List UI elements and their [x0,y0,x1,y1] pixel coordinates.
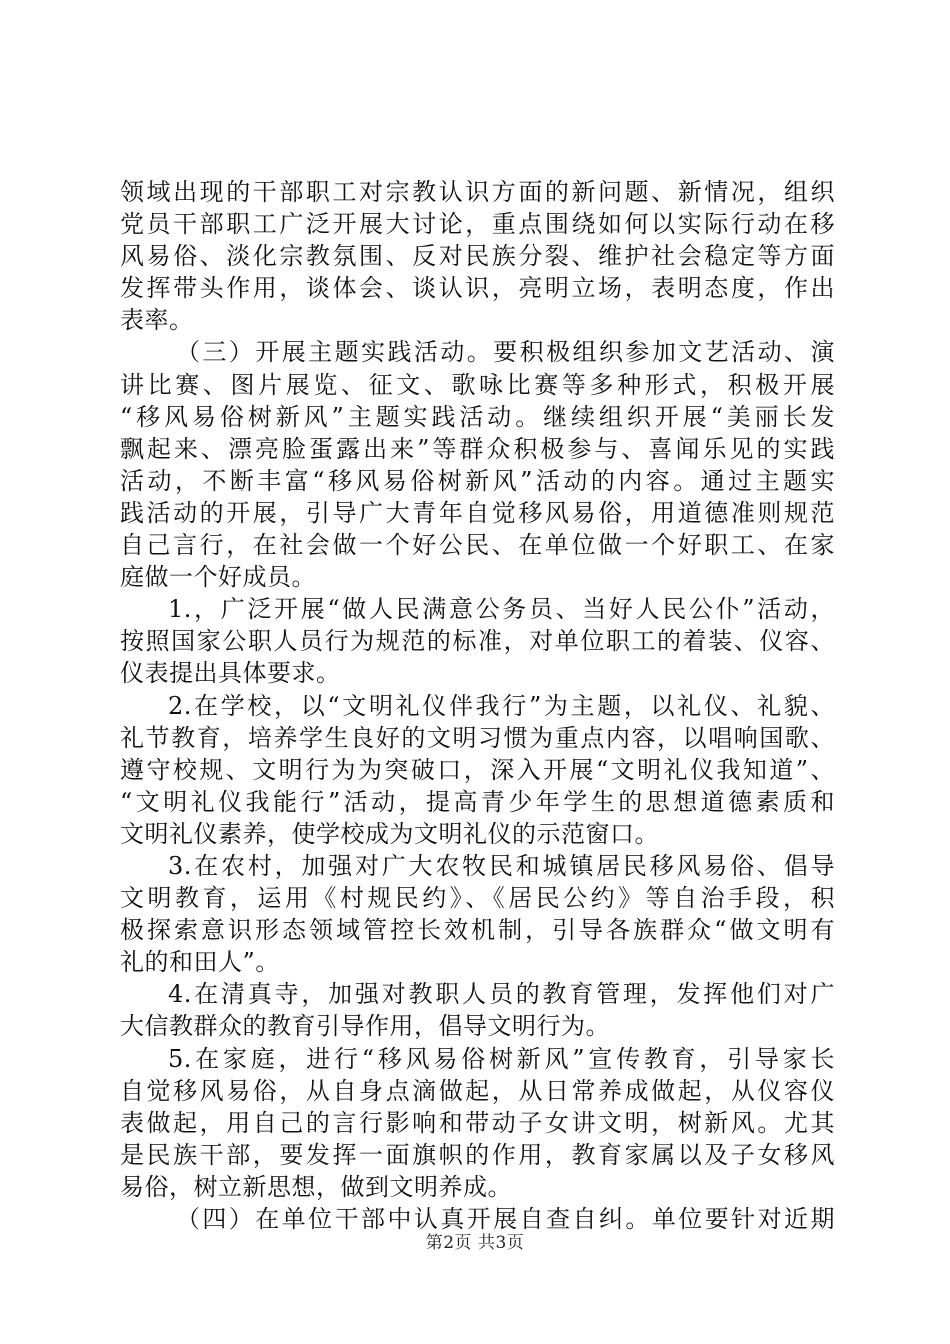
text-line: 风易俗、淡化宗教氛围、反对民族分裂、维护社会稳定等方面 [120,242,835,271]
text-line: 遵守校规、文明行为为突破口，深入开展“文明礼仪我知道”、 [120,755,835,784]
text-line: “文明礼仪我能行”活动，提高青少年学生的思想道德素质和 [120,787,835,816]
text-line: 表率。 [120,306,194,335]
text-line: 文明教育，运用《村规民约》、《居民公约》等自治手段，积 [120,884,835,913]
text-line: “移风易俗树新风”主题实践活动。继续组织开展“美丽长发 [120,402,835,431]
list-item-line: 5.在家庭，进行“移风易俗树新风”宣传教育，引导家长 [168,1044,835,1073]
text-line: 大信教群众的教育引导作用，倡导文明行为。 [120,1012,610,1041]
text-line: 活动，不断丰富“移风易俗树新风”活动的内容。通过主题实 [120,466,835,495]
text-line: 按照国家公职人员行为规范的标准，对单位职工的着装、仪容、 [120,627,835,656]
list-item-line: 3.在农村，加强对广大农牧民和城镇居民移风易俗、倡导 [168,851,835,880]
text-line: 礼的和田人”。 [120,948,280,977]
document-body [120,176,835,1235]
text-line: 是民族干部，要发挥一面旗帜的作用，教育家属以及子女移风 [120,1140,835,1169]
text-line: 极探索意识形态领域管控长效机制，引导各族群众“做文明有 [120,916,835,945]
section-heading-line: （三）开展主题实践活动。要积极组织参加文艺活动、演 [176,338,835,367]
list-item-line: 4.在清真寺，加强对教职人员的教育管理，发挥他们对广 [168,980,835,1009]
text-line: 易俗，树立新思想，做到文明养成。 [120,1172,512,1201]
text-line: 领域出现的干部职工对宗教认识方面的新问题、新情况，组织 [120,178,835,206]
text-line: 自觉移风易俗，从自身点滴做起，从日常养成做起，从仪容仪 [120,1076,835,1105]
text-line: 礼节教育，培养学生良好的文明习惯为重点内容，以唱响国歌、 [120,723,835,752]
text-line: 庭做一个好成员。 [120,563,316,592]
text-line: 党员干部职工广泛开展大讨论，重点围绕如何以实际行动在移 [120,210,835,239]
list-item-line: 1.，广泛开展“做人民满意公务员、当好人民公仆”活动， [168,595,835,624]
text-line: 讲比赛、图片展览、征文、歌咏比赛等多种形式，积极开展 [120,370,835,399]
text-line: 践活动的开展，引导广大青年自觉移风易俗，用道德准则规范 [120,498,835,527]
text-line: 飘起来、漂亮脸蛋露出来”等群众积极参与、喜闻乐见的实践 [120,434,835,463]
section-heading-line: （四）在单位干部中认真开展自查自纠。单位要针对近期 [176,1205,835,1233]
text-line: 发挥带头作用，谈体会、谈认识，亮明立场，表明态度，作出 [120,274,835,303]
text-line: 文明礼仪素养，使学校成为文明礼仪的示范窗口。 [120,819,659,848]
text-line: 表做起，用自己的言行影响和带动子女讲文明，树新风。尤其 [120,1108,835,1137]
list-item-line: 2.在学校，以“文明礼仪伴我行”为主题，以礼仪、礼貌、 [168,691,835,720]
text-line: 自己言行，在社会做一个好公民、在单位做一个好职工、在家 [120,531,835,560]
text-line: 仪表提出具体要求。 [120,659,341,688]
page-footer: 第2页 共3页 [425,1233,525,1253]
